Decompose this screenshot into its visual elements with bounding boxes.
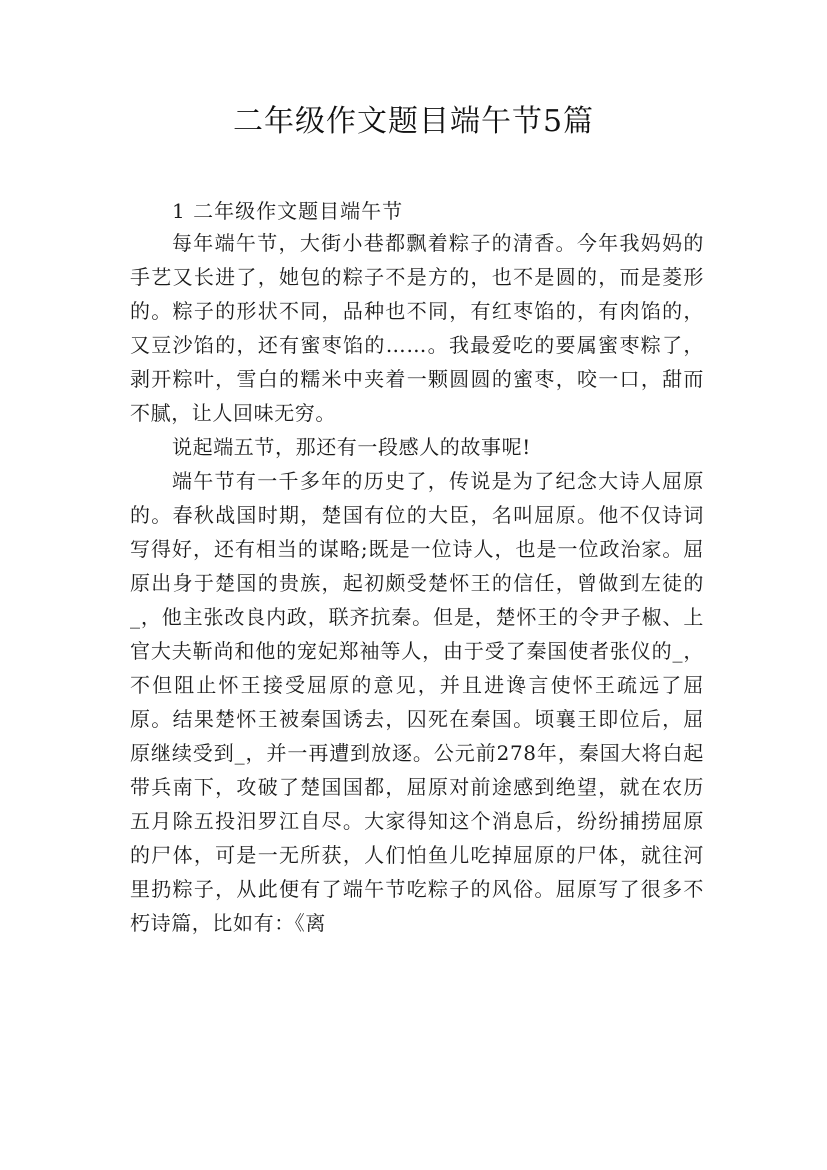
- section-heading: 1 二年级作文题目端午节: [172, 199, 404, 223]
- paragraph-story-intro: 说起端五节，那还有一段感人的故事呢!: [172, 435, 531, 459]
- paragraph-qu-yuan: 端午节有一千多年的历史了，传说是为了纪念大诗人屈原的。春秋战国时期，楚国有位的大臣，名叫屈原。他不仅诗词写得好，还有相当的谋略;既是一位诗人，也是一位政治家。屈原出身于楚国的贵族，起初颇受楚怀王的信任，曾做到左徒的_，他主张改良内政，联齐抗秦。但是，楚怀王的令尹子椒、上官大夫靳尚和他的宠妃郑袖等人，由于受了秦国使者张仪的_，不但阻止怀王接受屈原的意见，并且进谗言使怀王疏远了屈原。结果楚怀王被秦国诱去，囚死在秦国。顷襄王即位后，屈原继续受到_，并一再遭到放逐。公元前278年，秦国大将白起带兵南下，攻破了楚国国都，屈原对前途感到绝望，就在农历五月除五投汨罗江自尽。大家得知这个消息后，纷纷捕捞屈原的尸体，可是一无所获，人们怕鱼儿吃掉屈原的尸体，就往河里扔粽子，从此便有了端午节吃粽子的风俗。屈原写了很多不朽诗篇，比如有：《离: [130, 469, 704, 935]
- document-title: 二年级作文题目端午节5篇: [232, 104, 595, 139]
- document-body: [130, 196, 704, 940]
- paragraph-zongzi: 每年端午节，大街小巷都飘着粽子的清香。今年我妈妈的手艺又长进了，她包的粽子不是方的，也不是圆的，而是菱形的。粽子的形状不同，品种也不同，有红枣馅的，有肉馅的，又豆沙馅的，还有蜜枣馅的……。我最爱吃的要属蜜枣粽了，剥开粽叶，雪白的糯米中夹着一颗圆圆的蜜枣，咬一口，甜而不腻，让人回味无穷。: [130, 231, 704, 425]
